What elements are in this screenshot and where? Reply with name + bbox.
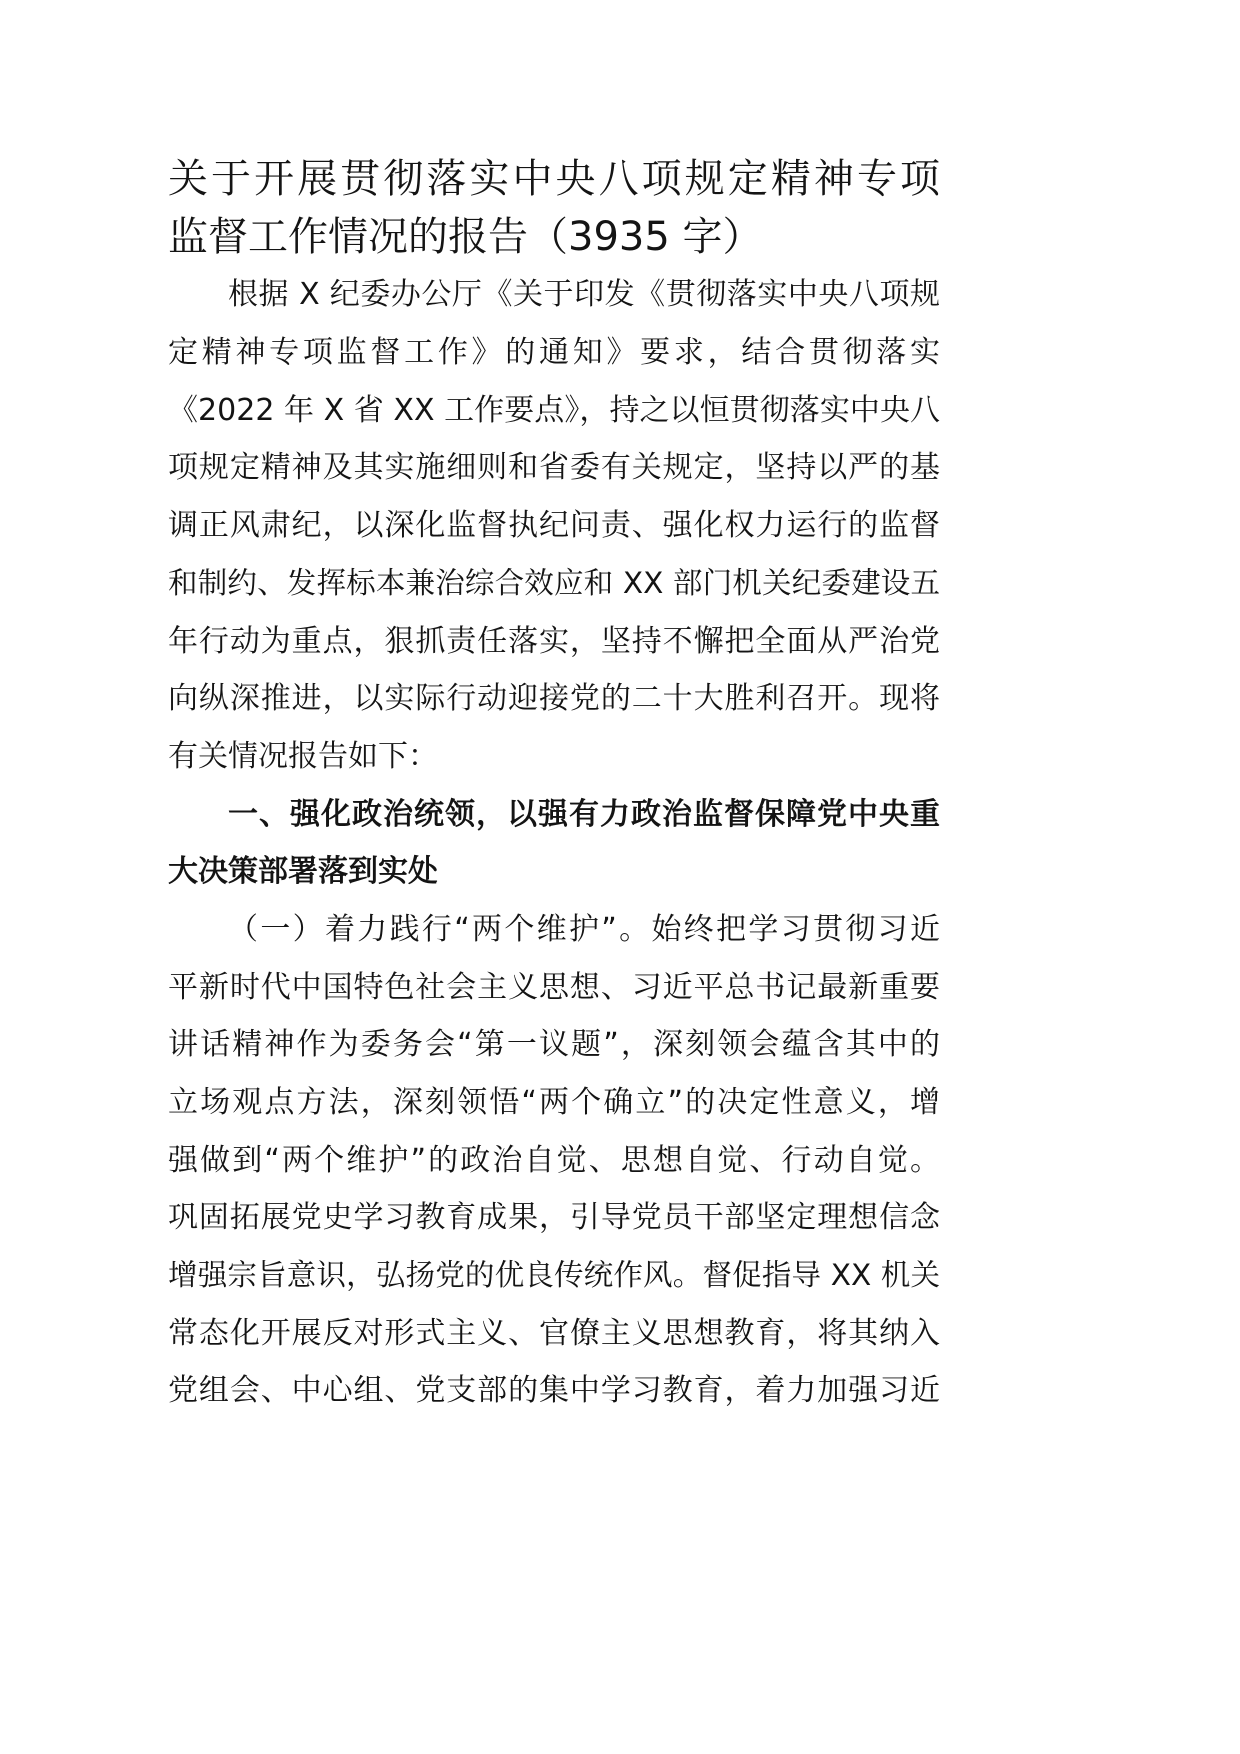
paragraph-line: 和制约、发挥标本兼治综合效应和 XX 部门机关纪委建设五 [168,565,940,600]
paragraph-line: 常态化开展反对形式主义、官僚主义思想教育，将其纳入 [168,1315,940,1351]
paragraph-line: 立场观点方法，深刻领悟“两个确立”的决定性意义，增 [168,1085,940,1120]
heading-line: 大决策部署落到实处 [168,854,438,890]
paragraph-line: 年行动为重点，狠抓责任落实，坚持不懈把全面从严治党 [168,623,940,659]
paragraph-line: 党组会、中心组、党支部的集中学习教育，着力加强习近 [168,1373,940,1409]
document-title [168,151,940,266]
title-line: 监督工作情况的报告（3935 字） [168,213,763,260]
paragraph-line: 巩固拓展党史学习教育成果，引导党员干部坚定理想信念 [168,1200,940,1236]
paragraph-intro [168,266,940,785]
paragraph-line: 《2022 年 X 省 XX 工作要点》，持之以恒贯彻落实中央八 [168,392,940,428]
title-line: 关于开展贯彻落实中央八项规定精神专项 [168,156,940,202]
paragraph-line: 根据 X 纪委办公厅《关于印发《贯彻落实中央八项规 [228,277,940,313]
paragraph-line: 有关情况报告如下： [168,738,438,774]
paragraph-line: 强做到“两个维护”的政治自觉、思想自觉、行动自觉。 [168,1142,940,1178]
paragraph-line: 平新时代中国特色社会主义思想、习近平总书记最新重要 [168,969,940,1005]
section-heading [168,786,940,901]
paragraph-line: 增强宗旨意识，弘扬党的优良传统作风。督促指导 XX 机关 [168,1258,940,1293]
paragraph-line: 定精神专项监督工作》的通知》要求，结合贯彻落实 [168,335,940,371]
paragraph-line: 讲话精神作为委务会“第一议题”，深刻领会蕴含其中的 [168,1027,940,1063]
paragraph-line: 项规定精神及其实施细则和省委有关规定，坚持以严的基 [168,450,940,486]
document-body [168,151,940,1420]
paragraph-line: 调正风肃纪，以深化监督执纪问责、强化权力运行的监督 [168,508,940,544]
paragraph-line: 向纵深推进，以实际行动迎接党的二十大胜利召开。现将 [168,681,940,717]
heading-line: 一、强化政治统领，以强有力政治监督保障党中央重 [228,796,940,832]
paragraph-section-1-1 [168,901,940,1420]
paragraph-line: （一）着力践行“两个维护”。始终把学习贯彻习近 [228,911,940,947]
